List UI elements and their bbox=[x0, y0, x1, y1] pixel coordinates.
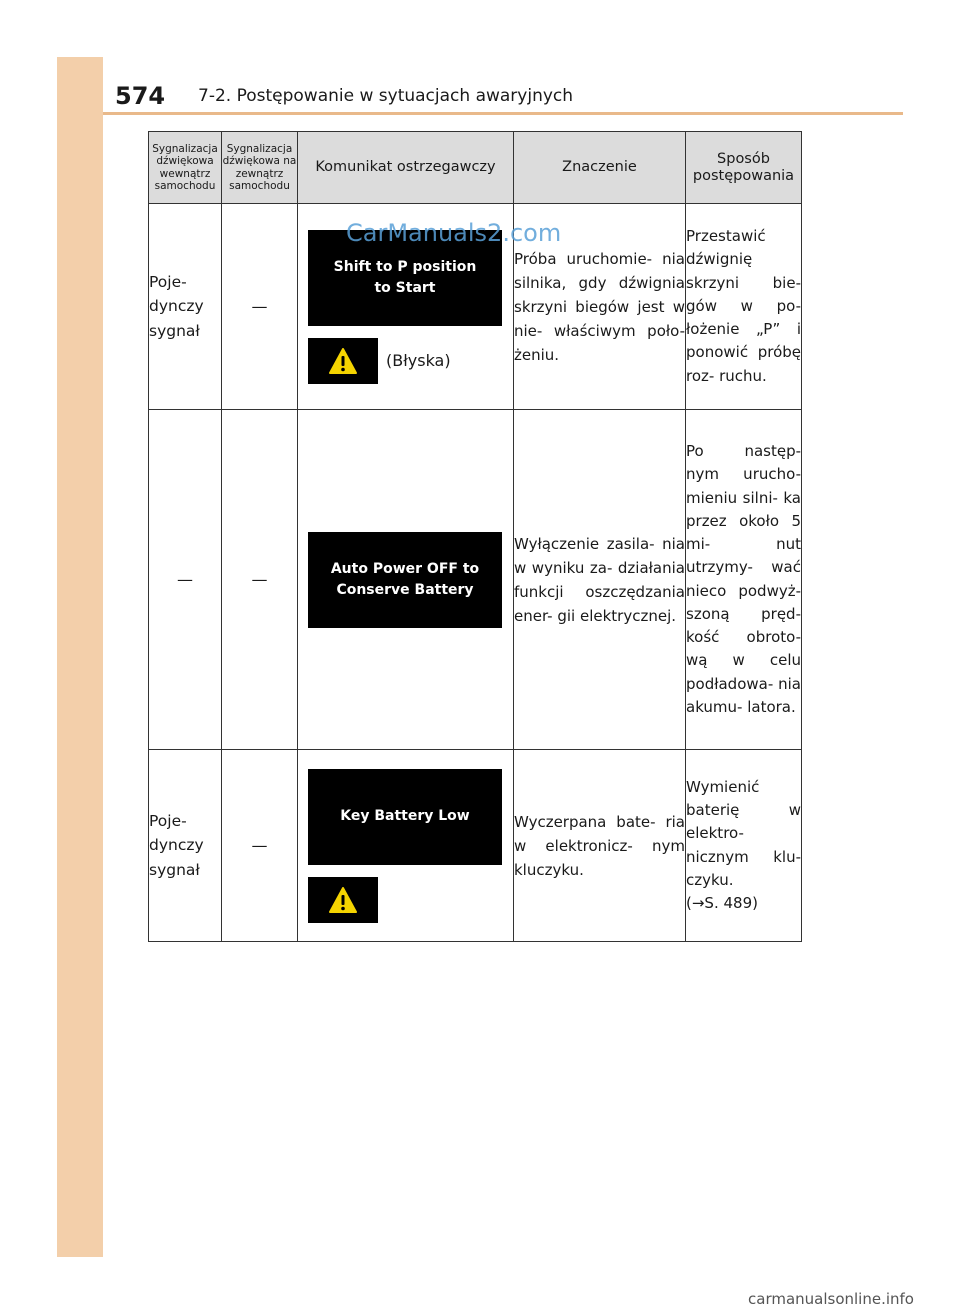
header-message: Komunikat ostrzegawczy bbox=[298, 132, 514, 204]
meaning-cell: Wyłączenie zasila- nia w wyniku za- działania funkcji oszczędzania ener- gii elektrycznej. bbox=[514, 410, 686, 750]
section-title: 7-2. Postępowanie w sytuacjach awaryjnych bbox=[198, 86, 574, 106]
external-alarm-cell: — bbox=[222, 204, 298, 410]
warning-triangle-icon bbox=[328, 346, 358, 376]
header-external-alarm: Sygnalizacja dźwiękowa na zewnątrz samochodu bbox=[222, 132, 298, 204]
warning-triangle-icon bbox=[328, 885, 358, 915]
internal-alarm-cell: Poje- dynczy sygnał bbox=[149, 204, 222, 410]
side-color-band bbox=[57, 57, 103, 1257]
header-internal-alarm: Sygnalizacja dźwiękowa wewnątrz samochodu bbox=[149, 132, 222, 204]
meaning-cell: Wyczerpana bate- ria w elektronicz- nym kluczyku. bbox=[514, 750, 686, 942]
header-meaning: Znaczenie bbox=[514, 132, 686, 204]
table-row bbox=[149, 750, 802, 942]
internal-alarm-cell: — bbox=[149, 410, 222, 750]
action-text: Wymienić baterię w elektro- nicznym klu- czyku. bbox=[686, 777, 801, 889]
page-reference-link[interactable]: (→S. 489) bbox=[686, 894, 758, 912]
display-screen bbox=[308, 769, 502, 865]
internal-alarm-cell: Poje- dynczy sygnał bbox=[149, 750, 222, 942]
header-rule bbox=[103, 112, 903, 115]
message-cell bbox=[298, 750, 514, 942]
action-cell bbox=[686, 750, 802, 942]
warning-indicator bbox=[308, 338, 378, 384]
display-text: Shift to P position to Start bbox=[333, 259, 477, 296]
message-cell bbox=[298, 410, 514, 750]
display-text: Key Battery Low bbox=[340, 808, 470, 825]
external-alarm-cell: — bbox=[222, 750, 298, 942]
footer-watermark: carmanualsonline.info bbox=[748, 1290, 914, 1308]
action-cell: Przestawić dźwignię skrzyni bie- gów w po- łożenie „P” i ponowić próbę roz- ruchu. bbox=[686, 204, 802, 410]
action-cell: Po następ- nym urucho- mieniu silni- ka przez około 5 mi- nut utrzymy- wać nieco podwyż- szoną pręd- kość obroto- wą w celu podładowa- nia akumu- latora. bbox=[686, 410, 802, 750]
table-row bbox=[149, 410, 802, 750]
display-screen bbox=[308, 532, 502, 628]
blinking-note: (Błyska) bbox=[386, 351, 451, 370]
external-alarm-cell: — bbox=[222, 410, 298, 750]
warning-table bbox=[148, 131, 802, 942]
page-number: 574 bbox=[115, 82, 166, 110]
meaning-cell: Próba uruchomie- nia silnika, gdy dźwignia skrzyni biegów jest w nie- właściwym poło- żeniu. bbox=[514, 204, 686, 410]
watermark-logo: CarManuals2.com bbox=[346, 219, 562, 247]
display-text: Auto Power OFF to Conserve Battery bbox=[330, 561, 480, 598]
header-action: Sposób postępowania bbox=[686, 132, 802, 204]
warning-indicator bbox=[308, 877, 378, 923]
table-header-row bbox=[149, 132, 802, 204]
